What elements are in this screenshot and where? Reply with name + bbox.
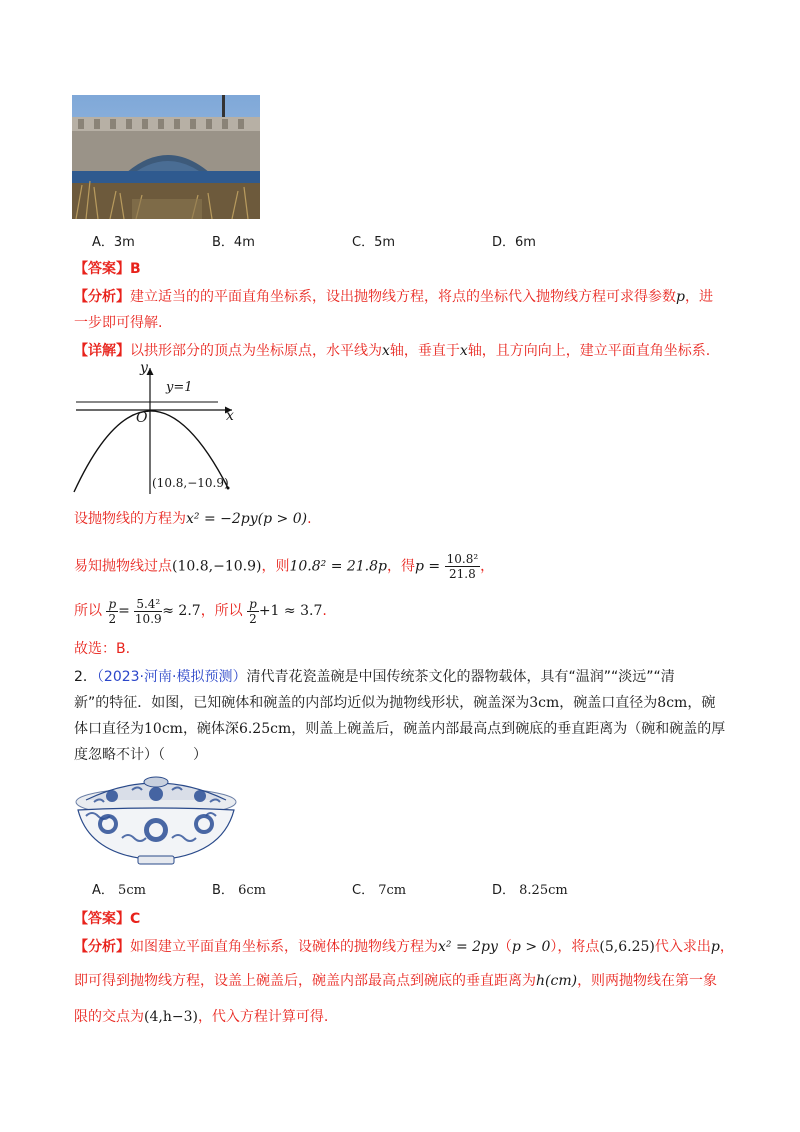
q2-analysis-line3 (74, 1006, 328, 1028)
q2-a2a: 即可得到抛物线方程，设盖上碗盖后，碗盖内部最高点到碗底的垂直距离为 (74, 973, 536, 989)
get-eq-lhs: p = (415, 558, 441, 575)
analysis-text: 建立适当的的平面直角坐标系，设出抛物线方程，将点的坐标代入抛物线方程可求得参数 (130, 289, 676, 305)
so1-frac (106, 597, 118, 626)
parabola-diagram (70, 362, 240, 496)
detail-text: 以拱形部分的顶点为坐标原点，水平线为 (130, 343, 382, 359)
q2-option-c-letter: C． (352, 883, 375, 898)
q2-text3c: ，碗体深 (182, 721, 239, 737)
q2-option-d-letter: D． (492, 883, 516, 898)
q2-h: h(cm) (536, 973, 578, 989)
get-end: ， (480, 558, 495, 575)
then-word: ，则 (261, 558, 290, 575)
q2-a1e: ），将点 (550, 939, 600, 955)
get-word: ，得 (387, 558, 416, 575)
so1-eq: = (118, 603, 130, 619)
so1-prefix: 所以 (74, 603, 102, 619)
q2-line2 (74, 692, 715, 714)
q2-answer (74, 908, 140, 930)
get-den: 21.8 (449, 567, 476, 581)
q2-option-b (212, 882, 266, 900)
q2-text2c: ，碗盖口直径为 (559, 695, 658, 711)
detail-x2: x (459, 343, 468, 359)
q2-option-d-value: 8.25cm (519, 883, 568, 898)
q2-intersection: (4,h−3) (144, 1009, 198, 1025)
q2-line3 (74, 718, 725, 740)
q1-so (74, 596, 327, 626)
q2-bowl-depth: 6.25cm (238, 721, 292, 737)
detail-x1: x (382, 343, 390, 359)
q2-text3a: 体口直径为 (74, 721, 144, 737)
q2-p-cond: p > 0 (511, 939, 551, 955)
q2-text2e: ，碗 (687, 695, 716, 711)
q2-lid-diameter: 8cm (657, 695, 688, 711)
q2-a1a: 如图建立平面直角坐标系，设碗体的抛物线方程为 (130, 939, 438, 955)
q2-answer-tag: 【答案】 (74, 911, 130, 927)
detail-mid: 轴，垂直于 (389, 343, 460, 359)
q1-set-eq (74, 508, 312, 530)
so1-frac-den: 2 (108, 611, 117, 626)
so1-value-frac (134, 597, 162, 626)
q2-text3e: ，则盖上碗盖后，碗盖内部最高点到碗底的垂直距离为（碗和碗盖的厚 (291, 721, 726, 737)
so2-end: +1 ≈ 3.7 (258, 603, 323, 619)
analysis-end: ，进 (684, 289, 713, 305)
q2-source: （2023·河南·模拟预测） (96, 669, 247, 685)
q2-text1: 清代青花瓷盖碗是中国传统茶文化的器物载体，具有“温润”“淡远”“清 (246, 669, 675, 685)
analysis-tag: 【分析】 (74, 289, 130, 305)
so2-prefix: ，所以 (200, 603, 243, 619)
q2-option-a (92, 882, 146, 900)
q1-through (74, 552, 494, 581)
q2-option-a-value: 5cm (118, 883, 146, 898)
answer-tag: 【答案】 (74, 261, 130, 277)
q2-line1 (74, 666, 675, 688)
bowl-photo (72, 772, 240, 868)
bridge-photo (72, 95, 260, 219)
q2-bowl-eq: x² = 2py (438, 939, 498, 955)
q1-option-a: A．3m (92, 235, 135, 250)
q2-option-d (492, 882, 568, 900)
analysis-p: p (676, 289, 685, 305)
q2-point: (5,6.25) (599, 939, 655, 955)
q2-a1i: ， (719, 939, 734, 955)
so2-dot: . (322, 603, 327, 619)
origin-label: O (136, 410, 148, 426)
so1-num: 5.4² (136, 596, 161, 611)
get-fraction (445, 552, 481, 581)
through-prefix: 易知抛物线过点 (74, 558, 172, 575)
q2-analysis-line2 (74, 970, 717, 992)
q1-answer (74, 258, 141, 280)
detail-end: 轴，且方向向上，建立平面直角坐标系. (467, 343, 711, 359)
so1-den: 10.9 (134, 611, 162, 626)
so2-frac-den: 2 (249, 611, 257, 626)
set-eq-prefix: 设抛物线的方程为 (74, 511, 186, 527)
q2-option-a-letter: A． (92, 883, 114, 898)
point-label: (10.8,−10.9) (152, 476, 229, 490)
through-point: (10.8,−10.9) (172, 558, 262, 575)
q1-analysis-line1 (74, 286, 713, 308)
set-eq-suffix: . (307, 511, 312, 527)
so1-end: ≈ 2.7 (162, 603, 201, 619)
q2-a2c: ，则两抛物线在第一象 (577, 973, 718, 989)
answer-value: B (130, 261, 141, 277)
q2-a1c: （ (497, 939, 512, 955)
q2-option-b-value: 6cm (238, 883, 266, 898)
q2-number: 2． (74, 669, 97, 685)
so2-frac (247, 597, 259, 626)
q2-answer-value: C (130, 911, 141, 927)
y-axis-label: y (140, 360, 148, 376)
q2-analysis-tag: 【分析】 (74, 939, 130, 955)
q1-choose: 故选：B. (74, 641, 131, 657)
q2-a1g: 代入求出 (654, 939, 711, 955)
q2-option-c (352, 882, 406, 900)
so1-frac-num: p (108, 596, 117, 611)
q2-line4: 度忽略不计）（ ） (74, 747, 207, 763)
set-eq: x² = −2py(p > 0) (186, 511, 308, 527)
so2-frac-num: p (249, 596, 257, 611)
q2-p: p (710, 939, 720, 955)
detail-tag: 【详解】 (74, 343, 130, 359)
q2-bowl-diameter: 10cm (144, 721, 183, 737)
then-eq: 10.8² = 21.8p (289, 558, 388, 575)
q2-option-b-letter: B． (212, 883, 234, 898)
q1-option-c: C．5m (352, 235, 396, 250)
q2-lid-depth: 3cm (529, 695, 560, 711)
x-axis-label: x (226, 408, 234, 424)
q2-analysis-line1 (74, 936, 734, 958)
q1-analysis-line2: 一步即可得解. (74, 315, 163, 331)
q1-detail (74, 340, 710, 362)
line-label: y=1 (166, 380, 193, 395)
q1-option-b: B．4m (212, 235, 255, 250)
get-num: 10.8² (446, 552, 479, 566)
q2-text2a: 新”的特征．如图，已知碗体和碗盖的内部均近似为抛物线形状，碗盖深为 (74, 695, 530, 711)
q2-option-c-value: 7cm (378, 883, 407, 898)
q1-option-d: D．6m (492, 235, 536, 250)
q2-a3a: 限的交点为 (74, 1009, 144, 1025)
q2-a3c: ，代入方程计算可得. (197, 1009, 329, 1025)
